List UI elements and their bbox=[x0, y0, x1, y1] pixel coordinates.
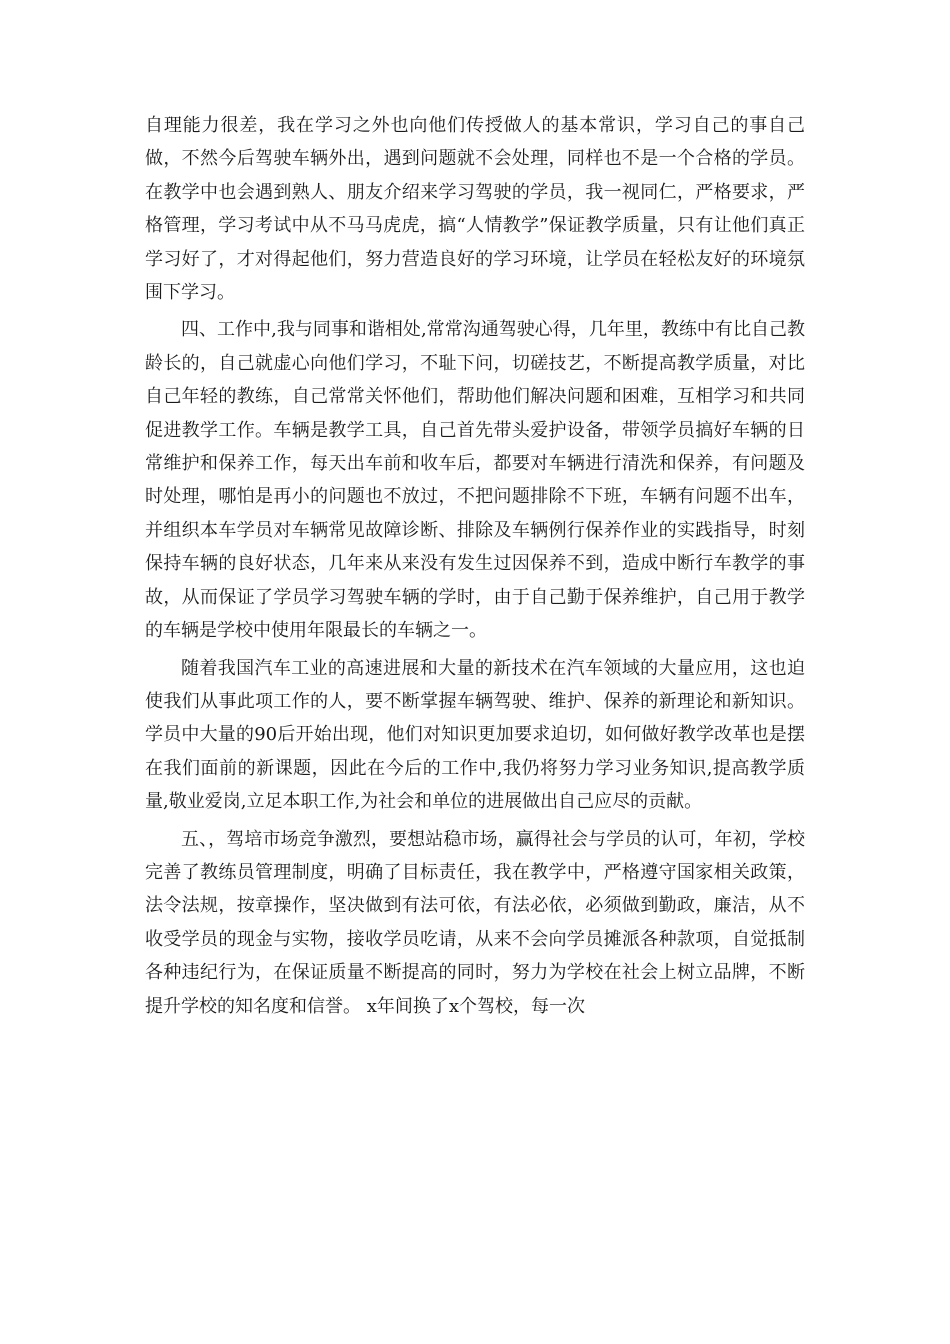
paragraph-2: 四、工作中,我与同事和谐相处,常常沟通驾驶心得，几年里，教练中有比自己教龄长的，自己就虚心向他们学习，不耻下问，切磋技艺，不断提高教学质量，对比自己年轻的教练，自己常常关怀他们，帮助他们解决问题和困难，互相学习和共同促进教学工作。车辆是教学工具，自己首先带头爱护设备，带领学员搞好车辆的日常维护和保养工作，每天出车前和收车后，都要对车辆进行清洗和保养，有问题及时处理，哪怕是再小的问题也不放过，不把问题排除不下班，车辆有问题不出车，并组织本车学员对车辆常见故障诊断、排除及车辆例行保养作业的实践指导，时刻保持车辆的良好状态，几年来从来没有发生过因保养不到，造成中断行车教学的事故，从而保证了学员学习驾驶车辆的学时，由于自己勤于保养维护，自己用于教学的车辆是学校中使用年限最长的车辆之一。 bbox=[145, 319, 805, 642]
paragraph-4: 五、，驾培市场竞争激烈，要想站稳市场，赢得社会与学员的认可，年初，学校完善了教练员管理制度，明确了目标责任，我在教学中，严格遵守国家相关政策，法令法规，按章操作，坚决做到有法可依，有法必依，必须做到勤政，廉洁，从不收受学员的现金与实物，接收学员吃请，从来不会向学员摊派各种款项，自觉抵制各种违纪行为，在保证质量不断提高的同时，努力为学校在社会上树立品牌，不断提升学校的知名度和信誉。 x年间换了x个驾校，每一次 bbox=[145, 828, 805, 1017]
body-text bbox=[145, 109, 805, 1023]
paragraph-1: 自理能力很差，我在学习之外也向他们传授做人的基本常识，学习自己的事自己做，不然今后驾驶车辆外出，遇到问题就不会处理，同样也不是一个合格的学员。在教学中也会遇到熟人、朋友介绍来学习驾驶的学员，我一视同仁，严格要求，严格管理，学习考试中从不马马虎虎，搞“人情教学”保证教学质量，只有让他们真正学习好了，才对得起他们，努力营造良好的学习环境，让学员在轻松友好的环境氛围下学习。 bbox=[145, 115, 805, 304]
paragraph-3: 随着我国汽车工业的高速进展和大量的新技术在汽车领域的大量应用，这也迫使我们从事此项工作的人，要不断掌握车辆驾驶、维护、保养的新理论和新知识。学员中大量的90后开始出现，他们对知识更加要求迫切，如何做好教学改革也是摆在我们面前的新课题，因此在今后的工作中,我仍将努力学习业务知识,提高教学质量,敬业爱岗,立足本职工作,为社会和单位的进展做出自己应尽的贡献。 bbox=[145, 657, 805, 813]
